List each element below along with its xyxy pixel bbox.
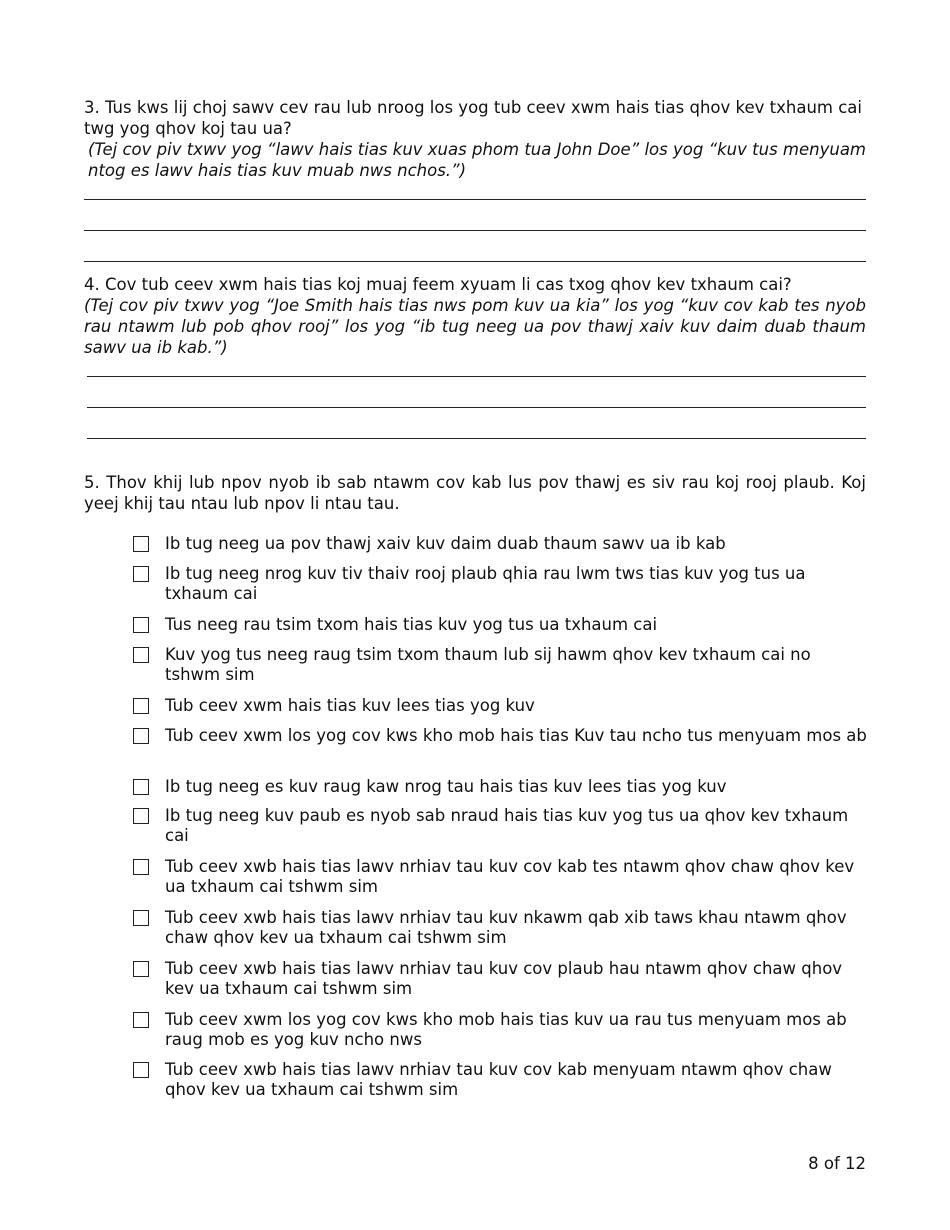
answer-line-3a[interactable] xyxy=(84,199,866,200)
option-item xyxy=(133,1060,868,1100)
option-label: Tub ceev xwm hais tias kuv lees tias yog kuv xyxy=(165,696,535,715)
option-checkbox[interactable] xyxy=(133,647,149,663)
option-label: Tub ceev xwb hais tias lawv nrhiav tau kuv cov kab menyuam ntawm qhov chaw qhov kev ua txhaum cai tshwm sim xyxy=(165,1060,832,1099)
question-3 xyxy=(84,97,866,181)
option-checkbox[interactable] xyxy=(133,566,149,582)
option-item xyxy=(133,857,868,897)
option-label: Tus neeg rau tsim txom hais tias kuv yog tus ua txhaum cai xyxy=(165,615,658,634)
question-4-text: 4. Cov tub ceev xwm hais tias koj muaj feem xyuam li cas txog qhov kev txhaum cai? xyxy=(84,275,792,294)
option-item xyxy=(133,615,868,635)
option-item xyxy=(133,806,868,846)
option-label: Ib tug neeg nrog kuv tiv thaiv rooj plaub qhia rau lwm tws tias kuv yog tus ua txhaum cai xyxy=(165,564,806,603)
option-label: Tub ceev xwb hais tias lawv nrhiav tau kuv cov kab tes ntawm qhov chaw qhov kev ua txhaum cai tshwm sim xyxy=(165,857,855,896)
option-item xyxy=(133,645,868,685)
option-item xyxy=(133,726,868,746)
option-item xyxy=(133,534,868,554)
option-item xyxy=(133,908,868,948)
answer-line-4c[interactable] xyxy=(87,438,866,439)
question-3-hint: (Tej cov piv txwv yog “lawv hais tias kuv xuas phom tua John Doe” los yog “kuv tus menyuam ntog es lawv hais tias kuv muab nws nchos.”) xyxy=(88,140,866,180)
option-checkbox[interactable] xyxy=(133,779,149,795)
answer-line-4a[interactable] xyxy=(87,376,866,377)
answer-line-3c[interactable] xyxy=(84,261,866,262)
option-checkbox[interactable] xyxy=(133,1062,149,1078)
option-item xyxy=(133,1010,868,1050)
option-label: Tub ceev xwb hais tias lawv nrhiav tau kuv cov plaub hau ntawm qhov chaw qhov kev ua txhaum cai tshwm sim xyxy=(165,959,843,998)
option-checkbox[interactable] xyxy=(133,536,149,552)
answer-line-3b[interactable] xyxy=(84,230,866,231)
option-checkbox[interactable] xyxy=(133,910,149,926)
option-label: Ib tug neeg ua pov thawj xaiv kuv daim duab thaum sawv ua ib kab xyxy=(165,534,726,553)
option-item xyxy=(133,696,868,716)
option-checkbox[interactable] xyxy=(133,961,149,977)
question-4-hint: (Tej cov piv txwv yog “Joe Smith hais tias nws pom kuv ua kia” los yog “kuv cov kab tes nyob rau ntawm lub pob qhov rooj” los yog “ib tug neeg ua pov thawj xaiv kuv daim duab thaum sawv ua ib kab.”) xyxy=(84,296,866,357)
question-5 xyxy=(84,472,866,514)
option-label: Tub ceev xwb hais tias lawv nrhiav tau kuv nkawm qab xib taws khau ntawm qhov chaw qhov kev ua txhaum cai tshwm sim xyxy=(165,908,847,947)
option-label: Tub ceev xwm los yog cov kws kho mob hais tias Kuv tau ncho tus menyuam mos ab xyxy=(165,726,867,745)
option-item xyxy=(133,777,868,797)
option-checkbox[interactable] xyxy=(133,1012,149,1028)
page-number: 8 of 12 xyxy=(808,1154,866,1173)
option-checkbox[interactable] xyxy=(133,808,149,824)
option-label: Tub ceev xwm los yog cov kws kho mob hais tias kuv ua rau tus menyuam mos ab raug mob es yog kuv ncho nws xyxy=(165,1010,847,1049)
question-3-text: 3. Tus kws lij choj sawv cev rau lub nroog los yog tub ceev xwm hais tias qhov kev txhaum cai twg yog qhov koj tau ua? xyxy=(84,98,863,138)
option-item xyxy=(133,959,868,999)
option-checkbox[interactable] xyxy=(133,617,149,633)
question-5-text: 5. Thov khij lub npov nyob ib sab ntawm cov kab lus pov thawj es siv rau koj rooj plaub. Koj yeej khij tau ntau lub npov li ntau tau. xyxy=(84,473,866,513)
option-checkbox[interactable] xyxy=(133,728,149,744)
option-label: Ib tug neeg es kuv raug kaw nrog tau hais tias kuv lees tias yog kuv xyxy=(165,777,727,796)
answer-line-4b[interactable] xyxy=(87,407,866,408)
option-label: Kuv yog tus neeg raug tsim txom thaum lub sij hawm qhov kev txhaum cai no tshwm sim xyxy=(165,645,811,684)
question-4 xyxy=(84,274,866,358)
option-checkbox[interactable] xyxy=(133,859,149,875)
option-checkbox[interactable] xyxy=(133,698,149,714)
option-label: Ib tug neeg kuv paub es nyob sab nraud hais tias kuv yog tus ua qhov kev txhaum cai xyxy=(165,806,849,845)
option-item xyxy=(133,564,868,604)
